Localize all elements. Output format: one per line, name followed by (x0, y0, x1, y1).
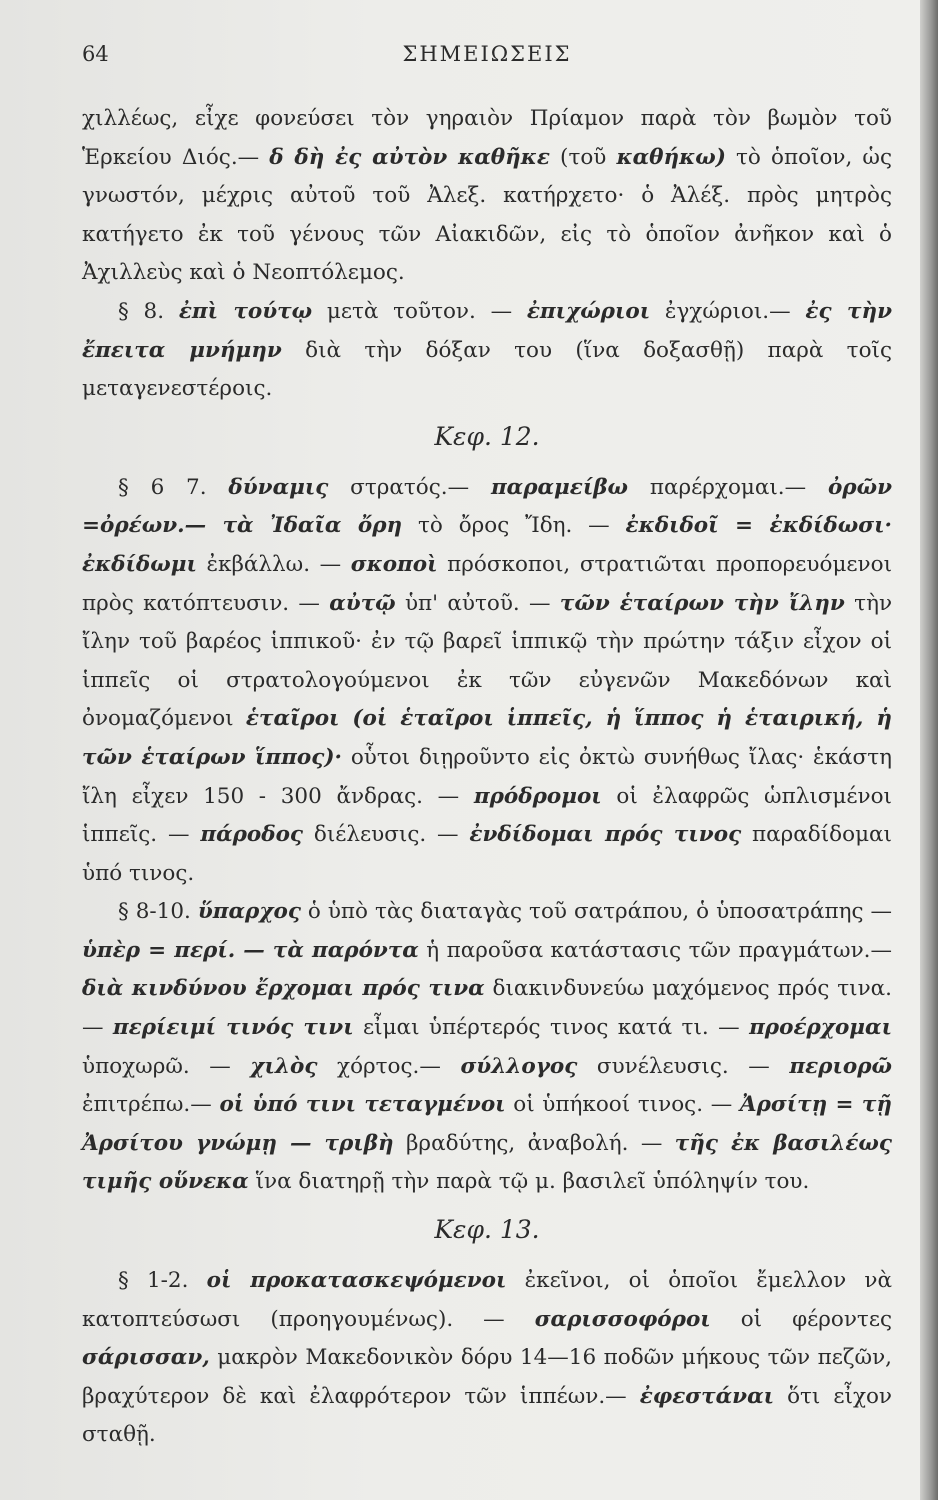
gloss-text: συνέλευσις. — (577, 1053, 790, 1079)
lemma-term: δύναμις (228, 474, 329, 500)
lemma-term: ὀρῶν =ὀρέων.— τὰ Ἰδαῖα ὄρη (82, 474, 892, 539)
gloss-text: ὑποχωρῶ. — (82, 1053, 251, 1079)
gloss-text: βραδύτης, ἀναβολή. — (393, 1130, 675, 1156)
lemma-term: ἐπὶ τούτῳ (178, 298, 313, 324)
lemma-term: δ δὴ ἐς αὐτὸν καθῆκε (269, 144, 550, 170)
lemma-term: ὕπαρχος (197, 899, 301, 925)
note-paragraph (82, 1262, 892, 1455)
gloss-text: μακρὸν Μακεδονικὸν δόρυ 14—16 ποδῶν μήκους τῶν πεζῶν, βραχύτερον δὲ καὶ ἐλαφρότερον τῶν ἱππέων.— (82, 1345, 892, 1409)
chapter-heading: Κεφ. 12. (434, 421, 540, 451)
running-head: ΣΗΜΕΙΩΣΕΙΣ (402, 42, 572, 66)
lemma-term: ἐκδιδοῖ = ἐκδίδωσι· ἐκδίδωμι (82, 513, 892, 577)
lemma-term: πρόδρομοι (473, 783, 602, 809)
gloss-text: ἐκβάλλω. — (196, 551, 351, 577)
page-number: 64 (82, 42, 109, 66)
lemma-term: τῶν ἑταίρων τὴν ἴλην (559, 590, 845, 616)
lemma-term: ἐπιχώριοι (526, 298, 651, 324)
gloss-text: ὁ ὑπὸ τὰς διαταγὰς τοῦ σατράπου, ὁ ὑποσατράπης — (300, 899, 892, 925)
gloss-text: διέλευσις. — (303, 822, 470, 848)
gloss-text: τὸ ὄρος Ἴδη. — (402, 513, 626, 539)
gloss-text: παραδίδομαι ὑπό τινος. (82, 822, 892, 886)
gloss-text: § 8. (118, 298, 179, 324)
lemma-term: παραμείβω (490, 474, 629, 500)
gloss-text: ἡ παροῦσα κατάστασις τῶν πραγμάτων.— (418, 937, 892, 963)
gloss-text: ἐκεῖνοι, οἱ ὁποῖοι ἔμελλον νὰ κατοπτεύσωσι (προηγουμένως). — (82, 1268, 892, 1332)
lemma-term: καθήκω) (616, 144, 726, 170)
lemma-term: τῆς ἐκ βασιλέως τιμῆς οὕνεκα (82, 1130, 892, 1195)
page-edge-shadow (920, 0, 938, 1500)
gloss-text: πρόσκοποι, στρατιῶται προπορευόμενοι πρὸς κατόπτευσιν. — (82, 551, 892, 616)
lemma-term: οἱ ὑπό τινι τεταγμένοι (219, 1092, 506, 1118)
gloss-text: χιλλέως, εἶχε φονεύσει τὸν γηραιὸν Πρίαμον παρὰ τὸν βωμὸν τοῦ Ἑρκείου Διός.— (82, 106, 892, 170)
gloss-text: § 8-10. (118, 899, 198, 925)
gloss-text: οἱ ἐλαφρῶς ὡπλισμένοι ἱππεῖς. — (82, 783, 892, 848)
note-paragraph (82, 893, 892, 1202)
note-paragraph (82, 293, 892, 409)
gloss-text: ὅτι εἶχον σταθῇ. (82, 1383, 892, 1448)
gloss-text: ὑπ' αὐτοῦ. — (395, 590, 560, 616)
lemma-term: οἱ προκατασκεψόμενοι (206, 1268, 507, 1294)
gloss-text: διὰ τὴν δόξαν του (ἵνα δοξασθῇ) παρὰ τοῖς μεταγενεστέροις. (82, 337, 892, 402)
lemma-term: σαρισσοφόροι (534, 1306, 711, 1332)
lemma-term: περίειμί τινός τινι (112, 1015, 354, 1041)
gloss-text: τὴν ἴλην τοῦ βαρέος ἱππικοῦ· ἐν τῷ βαρεῖ ἱππικῷ τὴν πρώτην τάξιν εἶχον οἱ ἱππεῖς οἱ στρατολογούμενοι ἐκ τῶν εὐγενῶν Μακεδόνων καὶ ὀνομαζόμενοι (82, 590, 893, 732)
gloss-text: (τοῦ (549, 144, 617, 170)
chapter-heading: Κεφ. 13. (434, 1215, 540, 1245)
lemma-term: ἐς τὴν ἔπειτα μνήμην (82, 298, 893, 363)
gloss-text: οὗτοι διῃροῦντο εἰς ὀκτὼ συνήθως ἴλας· ἑκάστη ἴλη εἶχεν 150 - 300 ἄνδρας. — (82, 744, 893, 809)
gloss-text: στρατός.— (328, 474, 491, 500)
lemma-term: χιλὸς (250, 1053, 318, 1079)
note-paragraph (82, 100, 892, 293)
lemma-term: προέρχομαι (749, 1015, 892, 1041)
gloss-text: § 6 7. (118, 474, 229, 500)
lemma-term: σύλλογος (460, 1053, 578, 1079)
lemma-term: Ἀρσίτῃ = τῇ Ἀρσίτου γνώμῃ — τριβὴ (82, 1092, 892, 1156)
page-header (82, 42, 892, 82)
gloss-text: οἱ ὑπήκοοί τινος. — (505, 1092, 740, 1118)
lemma-term: σκοποὶ (350, 551, 438, 577)
lemma-term: περιορῶ (789, 1053, 892, 1079)
note-paragraph (82, 469, 892, 894)
gloss-text: τὸ ὁποῖον, ὡς γνωστόν, μέχρις αὐτοῦ τοῦ Ἀλεξ. κατήρχετο· ὁ Ἀλέξ. πρὸς μητρὸς κατήγετο ἐκ τοῦ γένους τῶν Αἰακιδῶν, εἰς τὸ ὁποῖον ἀνῆκον καὶ ὁ Ἀχιλλεὺς καὶ ὁ Νεοπτόλεμος. (82, 144, 893, 286)
lemma-term: ἐφεστάναι (639, 1383, 775, 1409)
gloss-text: εἶμαι ὑπέρτερός τινος κατά τι. — (353, 1015, 750, 1041)
gloss-text: οἱ φέροντες (710, 1306, 893, 1332)
gloss-text: παρέρχομαι.— (628, 474, 828, 500)
gloss-text: § 1-2. (118, 1268, 207, 1294)
lemma-term: αὐτῷ (329, 590, 396, 616)
gloss-text: ἐγχώριοι.— (650, 298, 806, 324)
page-body (82, 100, 892, 1455)
gloss-text: ἵνα διατηρῇ τὴν παρὰ τῷ μ. βασιλεῖ ὑπόληψίν του. (248, 1169, 810, 1195)
gloss-text: διακινδυνεύω μαχόμενος πρός τινα. — (82, 976, 892, 1041)
lemma-term: σάρισσαν, (82, 1345, 210, 1371)
lemma-term: ἐνδίδομαι πρός τινος (469, 822, 742, 848)
lemma-term: διὰ κινδύνου ἔρχομαι πρός τινα (82, 976, 485, 1002)
gloss-text: χόρτος.— (317, 1053, 461, 1079)
gloss-text: μετὰ τοῦτον. — (312, 298, 527, 324)
lemma-term: πάροδος (200, 822, 304, 848)
lemma-term: ὑπὲρ = περί. — τὰ παρόντα (82, 937, 419, 963)
lemma-term: ἑταῖροι (οἱ ἑταῖροι ἱππεῖς, ἡ ἵππος ἡ ἑταιρική, ἡ τῶν ἑταίρων ἵππος)· (82, 706, 892, 770)
gloss-text: ἐπιτρέπω.— (82, 1092, 220, 1118)
